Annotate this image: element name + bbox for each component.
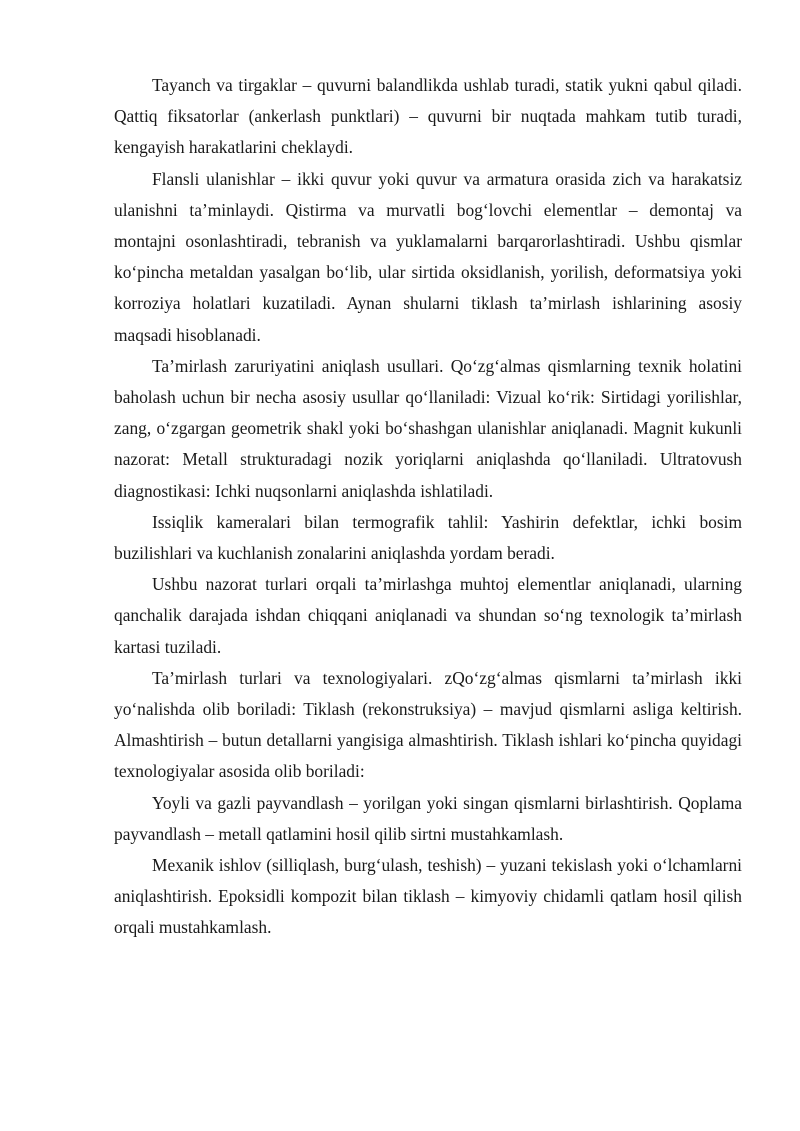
paragraph-repair-detection-methods: Ta’mirlash zaruriyatini aniqlash usullari. Qo‘zg‘almas qismlarning texnik holatini baholash uchun bir necha asosiy usullar qo‘llaniladi: Vizual ko‘rik: Sirtidagi yorilishlar, zang, o‘zgargan geometrik shakl yoki bo‘shashgan ulanishlar aniqlanadi. Magnit kukunli nazorat: Metall strukturadagi nozik yoriqlarni aniqlashda qo‘llaniladi. Ultratovush diagnostikasi: Ichki nuqsonlarni aniqlashda ishlatiladi. xyxy=(114,355,742,501)
paragraph-mechanical-processing: Mexanik ishlov (silliqlash, burg‘ulash, teshish) – yuzani tekislash yoki o‘lchamlarni aniqlashtirish. Epoksidli kompozit bilan tiklash – kimyoviy chidamli qatlam hosil qilish orqali mustahkamlash. xyxy=(114,855,742,938)
paragraph-welding: Yoyli va gazli payvandlash – yorilgan yoki singan qismlarni birlashtirish. Qoplama payvandlash – metall qatlamini hosil qilib sirtni mustahkamlash. xyxy=(114,792,742,844)
paragraph-supports: Tayanch va tirgaklar – quvurni balandlikda ushlab turadi, statik yukni qabul qiladi. Qattiq fiksatorlar (ankerlash punktlari) – quvurni bir nuqtada mahkam tutib turadi, kengayish harakatlarini cheklaydi. xyxy=(114,75,742,158)
paragraph-repair-types: Ta’mirlash turlari va texnologiyalari. zQo‘zg‘almas qismlarni ta’mirlash ikki yo‘nalishda olib boriladi: Tiklash (rekonstruksiya) – mavjud qismlarni asliga keltirish. Almashtirish – butun detallarni yangisiga almashtirish. Tiklash ishlari ko‘pincha quyidagi texnologiyalar asosida olib boriladi: xyxy=(114,667,742,782)
document-body xyxy=(114,70,742,944)
paragraph-control-results: Ushbu nazorat turlari orqali ta’mirlashga muhtoj elementlar aniqlanadi, ularning qanchalik darajada ishdan chiqqani aniqlanadi va shundan so‘ng texnologik ta’mirlash kartasi tuziladi. xyxy=(114,574,742,657)
paragraph-flange-connections: Flansli ulanishlar – ikki quvur yoki quvur va armatura orasida zich va harakatsiz ulanishni ta’minlaydi. Qistirma va murvatli bog‘lovchi elementlar – demontaj va montajni osonlashtiradi, tebranish va yuklamalarni barqarorlashtiradi. Ushbu qismlar ko‘pincha metaldan yasalgan bo‘lib, ular sirtida oksidlanish, yorilish, deformatsiya yoki korroziya holatlari kuzatiladi. Aynan shularni tiklash ta’mirlash ishlarining asosiy maqsadi hisoblanadi. xyxy=(114,168,742,345)
paragraph-thermographic-analysis: Issiqlik kameralari bilan termografik tahlil: Yashirin defektlar, ichki bosim buzilishlari va kuchlanish zonalarini aniqlashda yordam beradi. xyxy=(114,511,742,564)
